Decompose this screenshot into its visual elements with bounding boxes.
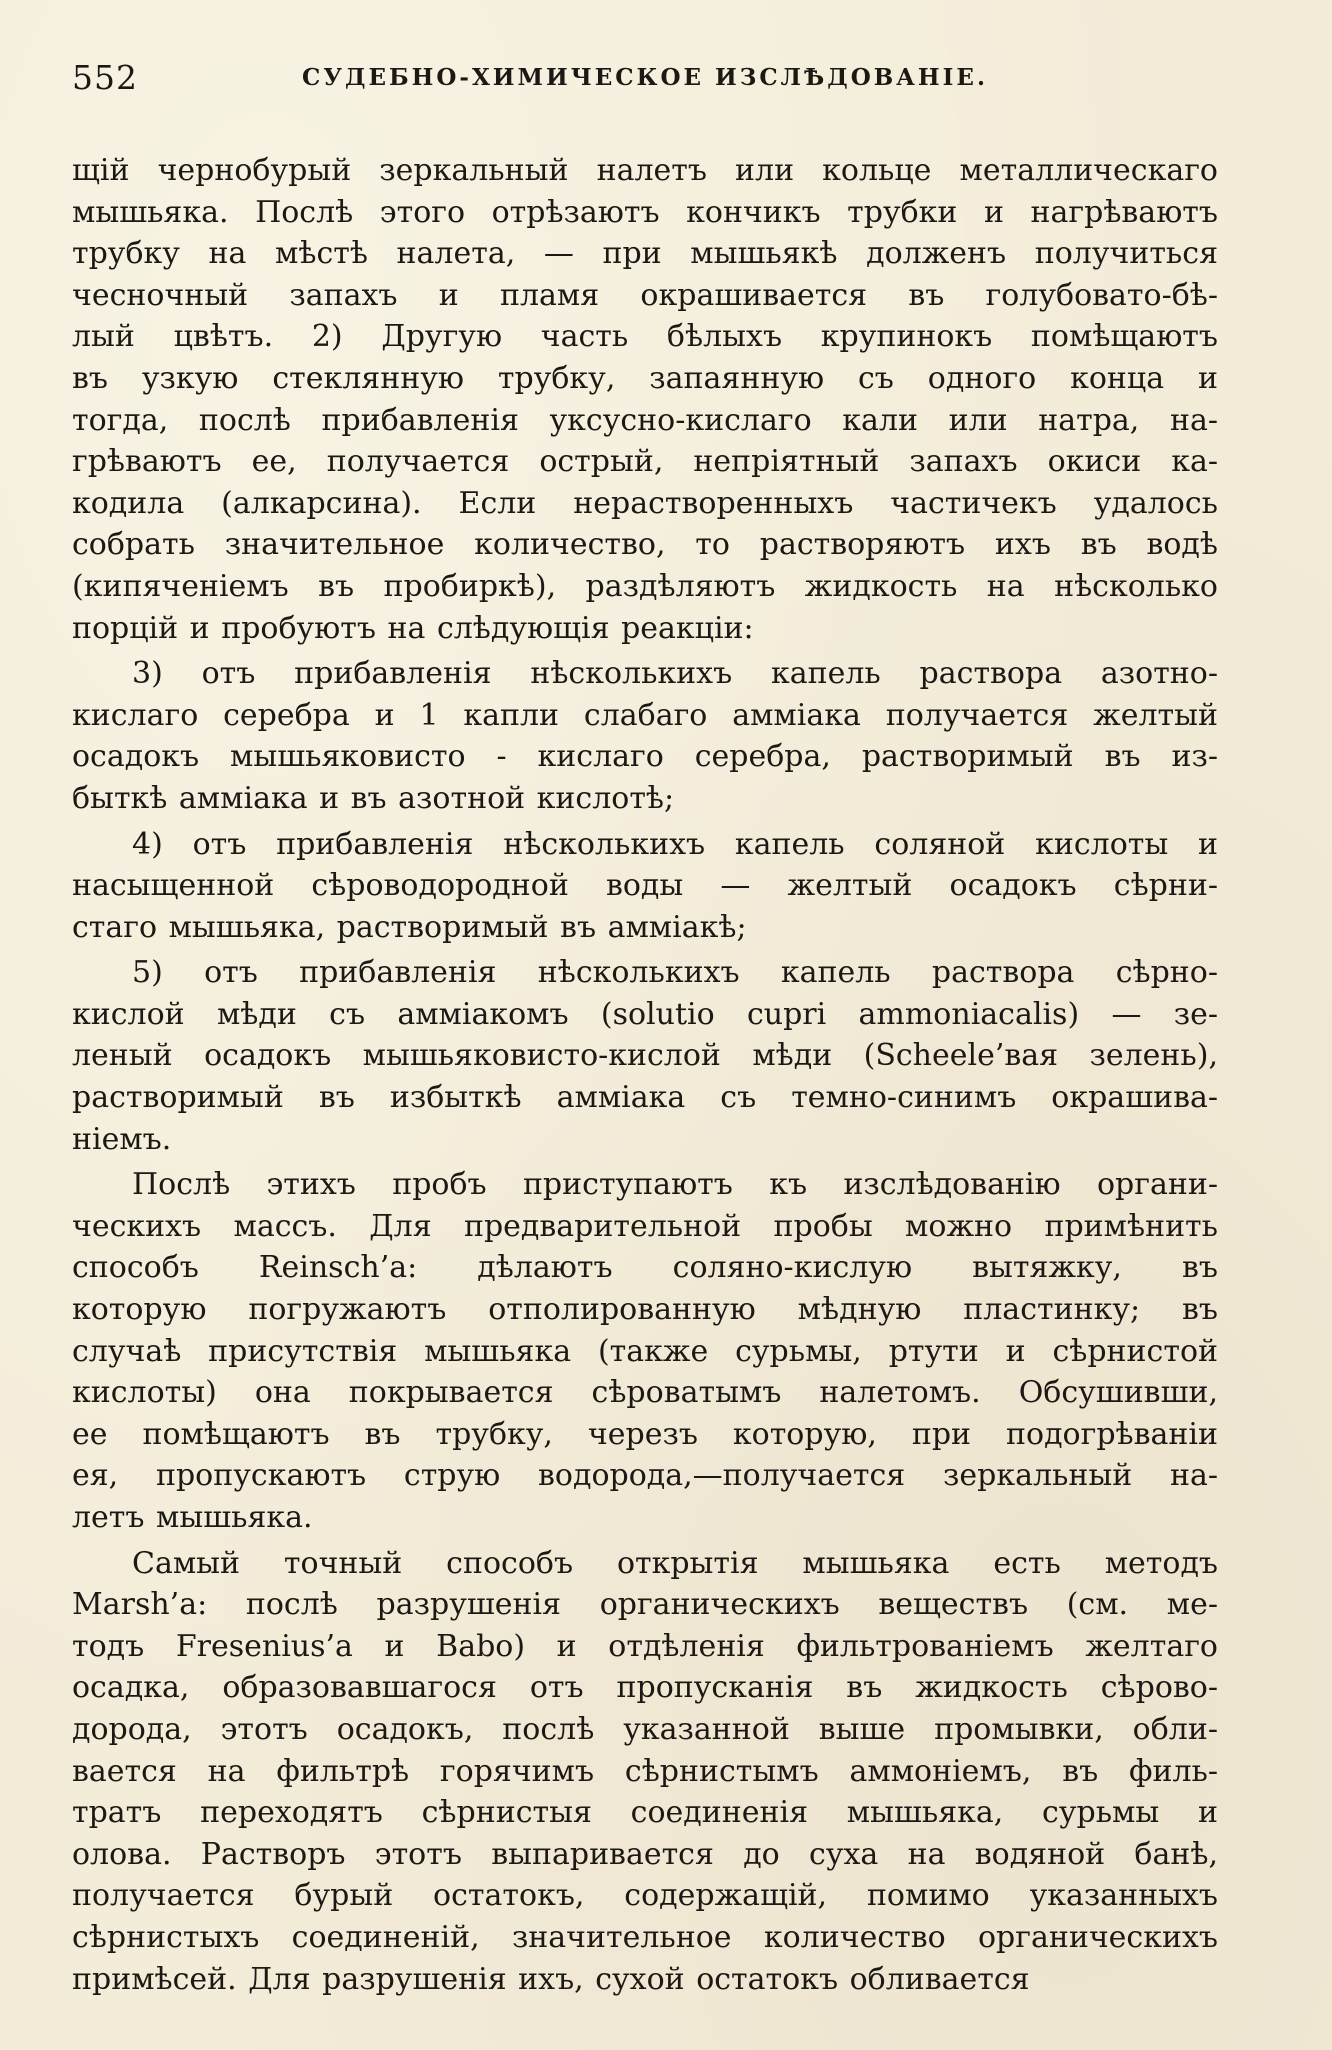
text-line: которую погружаютъ отполированную мѣдную пластинку; въ [72, 1292, 1218, 1328]
text-line: олова. Растворъ этотъ выпаривается до суха на водяной банѣ, [72, 1836, 1218, 1872]
text-line: насыщенной сѣроводородной воды — желтый осадокъ сѣрни- [72, 868, 1218, 904]
text-line: способъ Reinsch’а: дѣлаютъ соляно-кислую вытяжку, въ [72, 1250, 1218, 1286]
text-line: дорода, этотъ осадокъ, послѣ указанной выше промывки, обли- [72, 1711, 1218, 1747]
text-line: ніемъ. [72, 1121, 172, 1157]
paragraph [72, 1543, 1218, 2001]
text-line: тогда, послѣ прибавленія уксусно-кислаго кали или натра, на- [72, 402, 1218, 438]
text-line: быткѣ амміака и въ азотной кислотѣ; [72, 780, 675, 816]
text-line: трубку на мѣстѣ налета, — при мышьякѣ долженъ получиться [72, 236, 1218, 272]
text-line: осадокъ мышьяковисто - кислаго серебра, растворимый въ из- [72, 739, 1218, 775]
paragraph [72, 653, 1218, 819]
text-line: ческихъ массъ. Для предварительной пробы можно примѣнить [72, 1208, 1218, 1244]
text-line: кодила (алкарсина). Если нерастворенныхъ частичекъ удалось [72, 485, 1218, 521]
text-line: осадка, образовавшагося отъ пропусканія въ жидкость сѣрово- [72, 1670, 1218, 1706]
paragraph [72, 150, 1218, 649]
text-line: ея, пропускаютъ струю водорода,—получается зеркальный на- [72, 1458, 1218, 1494]
text-line: тратъ переходятъ сѣрнистыя соединенія мышьяка, сурьмы и [72, 1795, 1218, 1831]
text-line: растворимый въ избыткѣ амміака съ темно-синимъ окрашива- [72, 1080, 1218, 1116]
text-line: сѣрнистыхъ соединеній, значительное количество органическихъ [72, 1919, 1218, 1955]
text-line: случаѣ присутствія мышьяка (также сурьмы, ртути и сѣрнистой [72, 1333, 1218, 1369]
text-line: 3) отъ прибавленія нѣсколькихъ капель раствора азотно- [132, 656, 1218, 692]
text-line: получается бурый остатокъ, содержащій, помимо указанныхъ [72, 1878, 1218, 1914]
text-line: грѣваютъ ее, получается острый, непріятный запахъ окиси ка- [72, 444, 1218, 480]
text-line: Marsh’а: послѣ разрушенія органическихъ веществъ (см. ме- [72, 1587, 1218, 1623]
text-line: тодъ Fresenius’а и Babo) и отдѣленія фильтрованіемъ желтаго [72, 1628, 1218, 1664]
text-line: леный осадокъ мышьяковисто-кислой мѣди (Scheele’вая зелень), [72, 1038, 1218, 1074]
paragraph [72, 952, 1218, 1160]
text-line: Самый точный способъ открытія мышьяка есть методъ [132, 1545, 1218, 1581]
text-line: 4) отъ прибавленія нѣсколькихъ капель соляной кислоты и [132, 826, 1218, 862]
text-line: кислаго серебра и 1 капли слабаго амміака получается желтый [72, 697, 1218, 733]
body-text [72, 150, 1218, 2000]
text-line: щій чернобурый зеркальный налетъ или кольце металлическаго [72, 153, 1218, 188]
text-line: мышьяка. Послѣ этого отрѣзаютъ кончикъ трубки и нагрѣваютъ [72, 194, 1218, 230]
paragraph [72, 1164, 1218, 1538]
page-number: 552 [72, 58, 138, 97]
text-line: летъ мышьяка. [72, 1500, 313, 1535]
text-line: примѣсей. Для разрушенія ихъ, сухой остатокъ обливается [72, 1961, 1030, 1997]
running-head [72, 58, 1218, 110]
text-line: кислой мѣди съ амміакомъ (solutio cupri ammoniacalis) — зе- [72, 996, 1218, 1032]
text-line: (кипяченіемъ въ пробиркѣ), раздѣляютъ жидкость на нѣсколько [72, 568, 1218, 604]
text-line: чесночный запахъ и пламя окрашивается въ голубовато-бѣ- [72, 277, 1218, 313]
text-line: кислоты) она покрывается сѣроватымъ налетомъ. Обсушивши, [72, 1375, 1218, 1411]
paragraph [72, 824, 1218, 949]
text-line: ее помѣщаютъ въ трубку, черезъ которую, при подогрѣваніи [72, 1416, 1218, 1452]
text-line: Послѣ этихъ пробъ приступаютъ къ изслѣдованію органи- [132, 1167, 1218, 1203]
text-line: 5) отъ прибавленія нѣсколькихъ капель раствора сѣрно- [132, 955, 1218, 991]
text-line: въ узкую стеклянную трубку, запаянную съ одного конца и [72, 360, 1218, 396]
text-line: вается на фильтрѣ горячимъ сѣрнистымъ аммоніемъ, въ филь- [72, 1753, 1218, 1789]
text-line: стаго мышьяка, растворимый въ амміакѣ; [72, 909, 747, 945]
text-line: лый цвѣтъ. 2) Другую часть бѣлыхъ крупинокъ помѣщаютъ [72, 319, 1218, 355]
running-title: СУДЕБНО-ХИМИЧЕСКОЕ ИЗСЛѢДОВАНІЕ. [302, 64, 988, 91]
text-line: собрать значительное количество, то растворяютъ ихъ въ водѣ [72, 527, 1218, 563]
text-line: порцій и пробуютъ на слѣдующія реакціи: [72, 610, 754, 646]
